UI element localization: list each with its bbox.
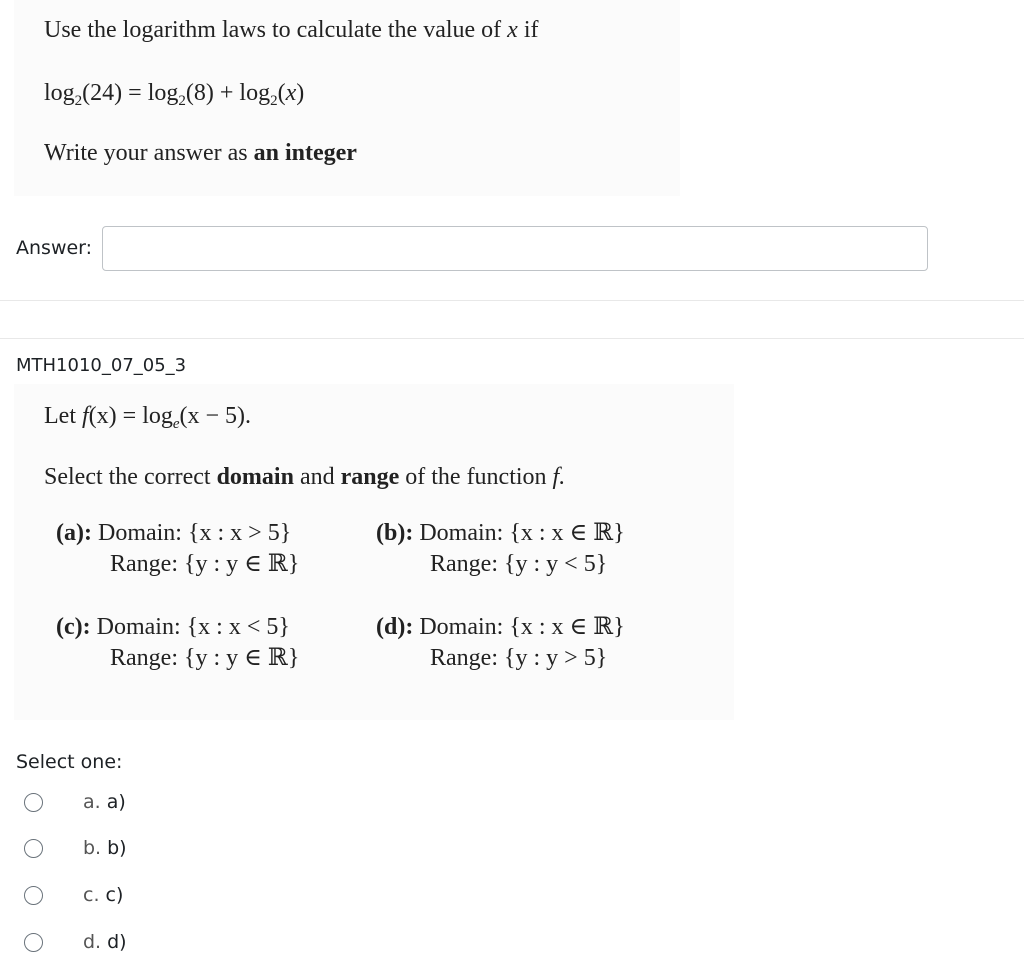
paren-open: ( [277, 80, 286, 106]
prompt-bold-range: range [340, 464, 400, 490]
equals-sign: = [128, 80, 142, 106]
prompt-bold-domain: domain [216, 464, 294, 490]
choice-text: b) [107, 837, 127, 859]
radio-a[interactable] [24, 793, 43, 812]
log-text: log [142, 403, 173, 429]
option-label: (c): [56, 614, 91, 640]
instruction-bold: an integer [253, 140, 357, 166]
choice-b[interactable] [24, 830, 324, 866]
choice-d[interactable] [24, 924, 324, 960]
choice-letter: d. [83, 931, 102, 953]
prompt-end: if [523, 17, 539, 43]
choice-c[interactable] [24, 877, 324, 913]
option-range: Range: {y : y > 5} [430, 645, 608, 671]
choice-a[interactable] [24, 784, 324, 820]
plus-sign: + [219, 80, 234, 106]
log-term1: log [147, 80, 179, 106]
question1-instruction [44, 140, 357, 167]
prompt-pre: Select the correct [44, 464, 211, 490]
choice-letter: a. [83, 791, 101, 813]
log-lhs: log [44, 80, 75, 106]
answer-input[interactable] [102, 226, 928, 271]
radio-b[interactable] [24, 839, 43, 858]
base-term1: 2 [178, 93, 186, 109]
option-label: (b): [376, 520, 414, 546]
option-domain: Domain: {x : x < 5} [96, 614, 290, 640]
arg-term2-var: x [285, 80, 297, 106]
question1-prompt [44, 17, 539, 44]
option-range: Range: {y : y ∈ ℝ} [110, 551, 300, 577]
log-term2: log [239, 80, 271, 106]
option-a [56, 518, 299, 580]
prompt-function: f. [552, 464, 566, 490]
question2-prompt [44, 464, 565, 491]
function-definition [44, 403, 251, 433]
select-one-label: Select one: [16, 751, 123, 773]
paren-close: ) [296, 80, 305, 106]
base-lhs: 2 [74, 93, 83, 109]
option-domain: Domain: {x : x ∈ ℝ} [419, 520, 625, 546]
option-domain: Domain: {x : x > 5} [97, 520, 292, 546]
function-arg: (x) [88, 403, 117, 429]
arg-term1: (8) [185, 80, 214, 106]
base-term2: 2 [270, 93, 278, 109]
option-domain: Domain: {x : x ∈ ℝ} [419, 614, 625, 640]
choice-letter: c. [83, 884, 100, 906]
radio-d[interactable] [24, 933, 43, 952]
question2-id: MTH1010_07_05_3 [16, 355, 187, 376]
answer-label: Answer: [16, 237, 93, 259]
option-range: Range: {y : y ∈ ℝ} [110, 645, 300, 671]
question1-equation [44, 80, 304, 110]
log-arg: (x − 5). [179, 403, 252, 429]
function-name: f [81, 403, 89, 429]
choice-text: d) [107, 931, 127, 953]
option-b [376, 518, 625, 580]
option-label: (d): [376, 614, 414, 640]
prompt-post: of the function [405, 464, 547, 490]
prompt-variable: x [507, 17, 518, 43]
let-word: Let [44, 403, 76, 429]
prompt-mid: and [299, 464, 335, 490]
choice-letter: b. [83, 837, 102, 859]
arg-lhs: (24) [82, 80, 123, 106]
option-label: (a): [56, 520, 92, 546]
instruction-text: Write your answer as [44, 140, 248, 166]
radio-c[interactable] [24, 886, 43, 905]
equals-sign: = [122, 403, 137, 429]
divider-2 [0, 338, 1024, 339]
option-range: Range: {y : y < 5} [430, 551, 608, 577]
divider-1 [0, 300, 1024, 301]
prompt-text: Use the logarithm laws to calculate the value of [44, 17, 502, 43]
log-base: e [172, 416, 180, 432]
choice-text: c) [105, 884, 124, 906]
option-d [376, 612, 625, 674]
option-c [56, 612, 299, 674]
choice-text: a) [106, 791, 126, 813]
